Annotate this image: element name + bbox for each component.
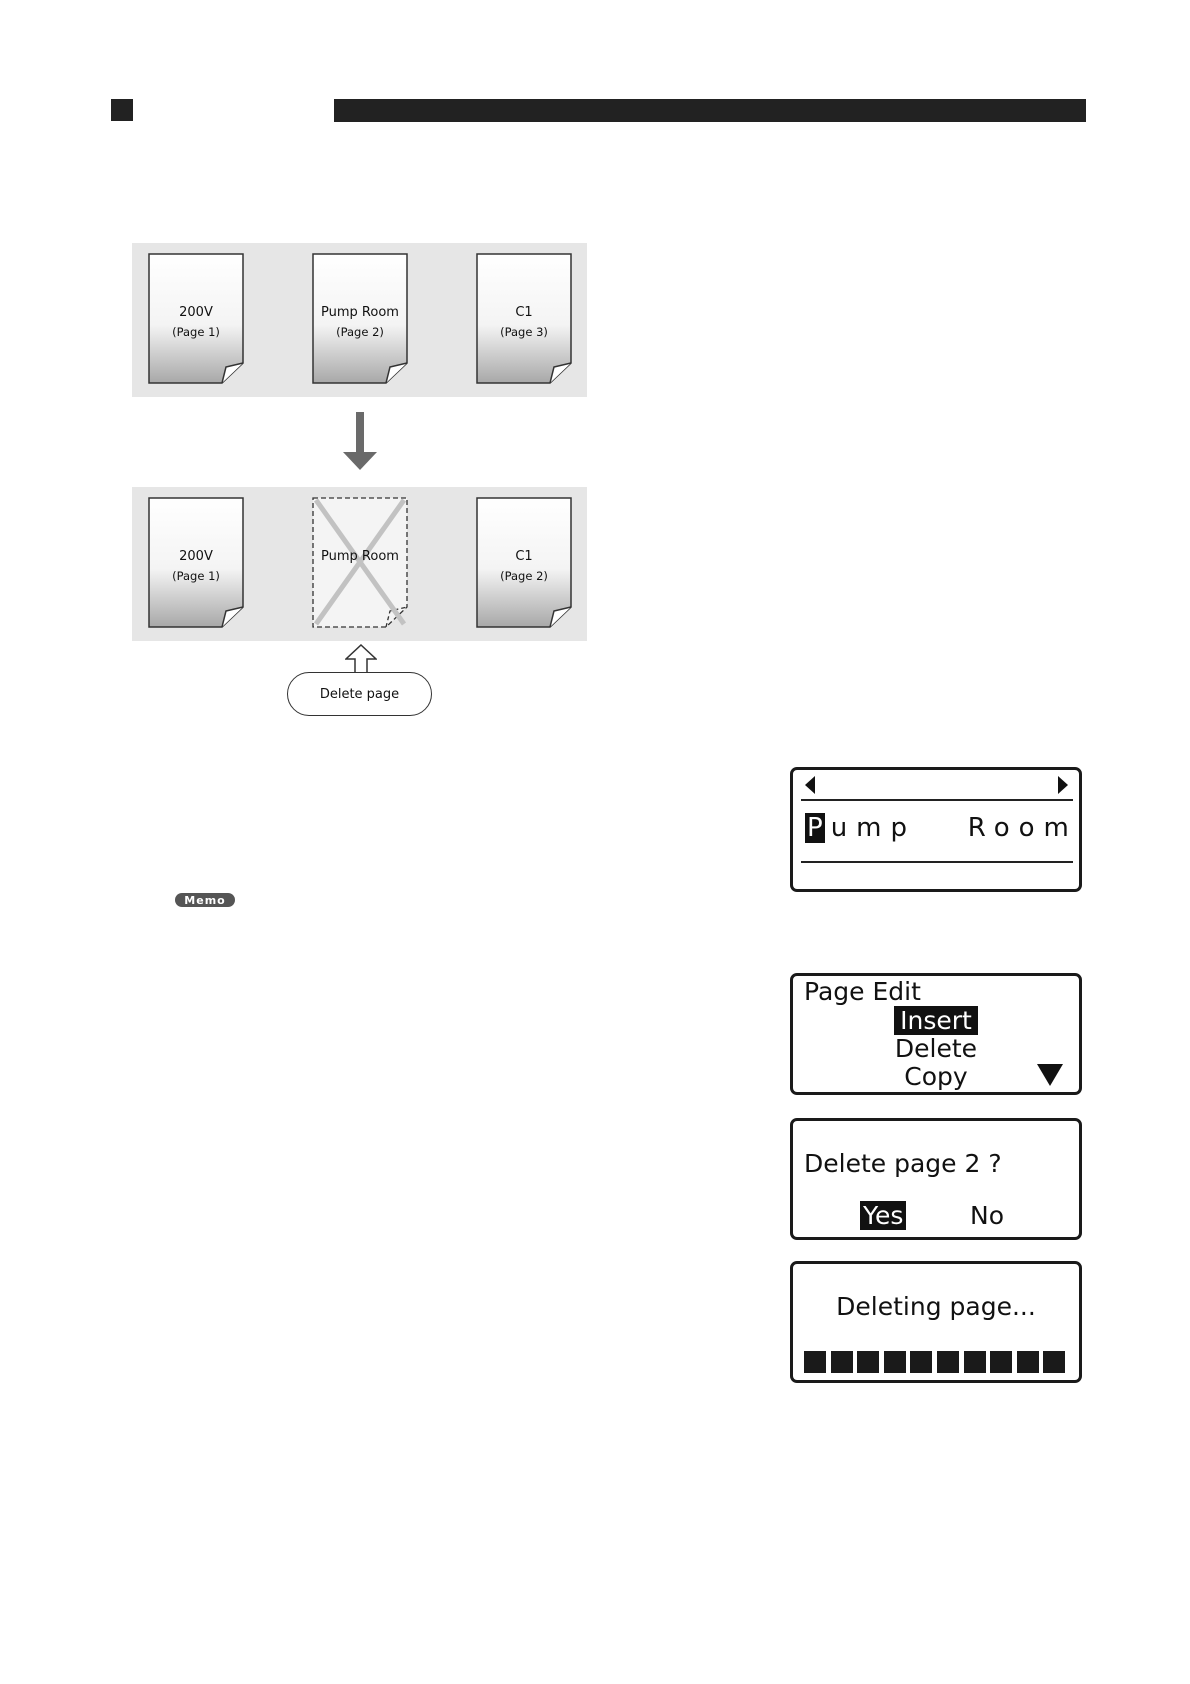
page-name-rest: ump Room bbox=[830, 813, 1078, 843]
page-title: C1 bbox=[515, 305, 533, 320]
progress-bar bbox=[804, 1351, 1070, 1373]
page-number: (Page 3) bbox=[500, 325, 548, 339]
progress-message: Deleting page... bbox=[836, 1292, 1036, 1321]
progress-segment bbox=[964, 1351, 986, 1373]
page-title: 200V bbox=[179, 549, 213, 564]
divider bbox=[801, 861, 1073, 863]
menu-item-delete[interactable]: Delete bbox=[894, 1034, 978, 1063]
arrow-down-icon bbox=[342, 412, 378, 472]
confirm-prompt: Delete page 2 ? bbox=[804, 1149, 1002, 1178]
progress-segment bbox=[831, 1351, 853, 1373]
lcd-delete-confirm bbox=[790, 1118, 1082, 1240]
progress-segment bbox=[1043, 1351, 1065, 1373]
progress-segment bbox=[990, 1351, 1012, 1373]
scroll-down-icon bbox=[1037, 1064, 1063, 1086]
page-name-text bbox=[805, 814, 1078, 842]
lcd-page-name-screen bbox=[790, 767, 1082, 892]
progress-segment bbox=[857, 1351, 879, 1373]
lcd-page-edit-menu bbox=[790, 973, 1082, 1095]
progress-segment bbox=[1017, 1351, 1039, 1373]
lcd-deleting-progress bbox=[790, 1261, 1082, 1383]
page-number: (Page 1) bbox=[172, 325, 220, 339]
header-square bbox=[111, 99, 133, 121]
progress-segment bbox=[884, 1351, 906, 1373]
menu-item-copy[interactable]: Copy bbox=[904, 1062, 968, 1091]
page-doc-3 bbox=[476, 497, 572, 628]
no-option[interactable]: No bbox=[970, 1201, 1004, 1230]
text-cursor: P bbox=[807, 813, 823, 843]
page-title: Pump Room bbox=[321, 305, 399, 320]
menu-item-insert[interactable]: Insert bbox=[894, 1006, 978, 1035]
page-number: (Page 2) bbox=[500, 569, 548, 583]
page-title: C1 bbox=[515, 549, 533, 564]
progress-segment bbox=[937, 1351, 959, 1373]
page-doc-1 bbox=[148, 497, 244, 628]
header-bar bbox=[334, 99, 1086, 122]
deleted-page-doc bbox=[312, 497, 408, 628]
delete-page-callout: Delete page bbox=[287, 672, 432, 716]
arrow-left-icon bbox=[805, 776, 815, 794]
page-title: 200V bbox=[179, 305, 213, 320]
pages-before-panel bbox=[132, 243, 587, 397]
progress-segment bbox=[804, 1351, 826, 1373]
arrow-right-icon bbox=[1058, 776, 1068, 794]
arrow-up-icon bbox=[345, 644, 377, 674]
menu-title: Page Edit bbox=[804, 977, 921, 1006]
progress-segment bbox=[910, 1351, 932, 1373]
page-number: (Page 2) bbox=[336, 325, 384, 339]
divider bbox=[801, 799, 1073, 801]
page-doc-1 bbox=[148, 253, 244, 384]
page-doc-2 bbox=[312, 253, 408, 384]
page-doc-3 bbox=[476, 253, 572, 384]
pages-after-panel bbox=[132, 487, 587, 641]
page-number: (Page 1) bbox=[172, 569, 220, 583]
page-title: Pump Room bbox=[321, 549, 399, 564]
yes-option[interactable]: Yes bbox=[860, 1201, 906, 1230]
memo-badge: Memo bbox=[175, 893, 235, 907]
